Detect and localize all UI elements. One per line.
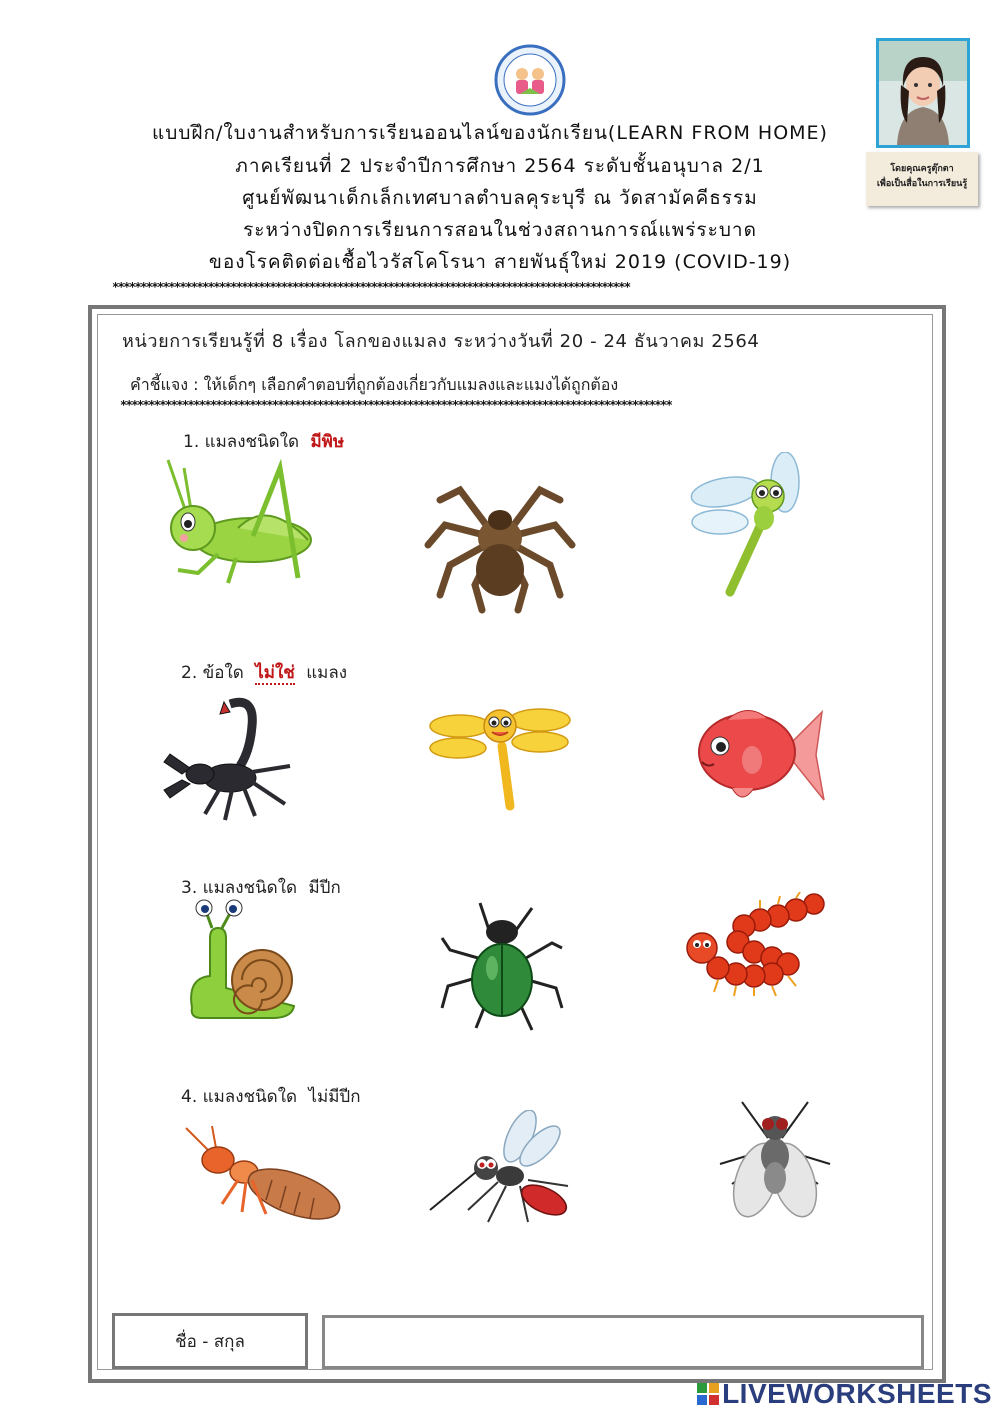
unit-title: หน่วยการเรียนรู้ที่ 8 เรื่อง โลกของแมลง ระหว่างวันที่ 20 - 24 ธันวาคม 2564 <box>122 331 760 352</box>
worksheet-divider: ************************************************************************************************** <box>120 398 672 412</box>
scorpion-icon[interactable] <box>160 696 305 830</box>
dragonfly-icon-green[interactable] <box>690 452 810 601</box>
dragonfly-icon-yellow[interactable] <box>428 696 573 815</box>
teacher-caption-line-1: โดยคุณครูตุ๊กตา <box>890 164 954 174</box>
header-line-2: ภาคเรียนที่ 2 ประจำปีการศึกษา 2564 ระดับชั้นอนุบาล 2/1 <box>235 155 765 177</box>
grasshopper-icon[interactable] <box>158 458 318 602</box>
liveworksheets-icon <box>697 1380 719 1402</box>
question-4-suffix: ไม่มีปีก <box>308 1087 361 1107</box>
question-3-suffix: มีปีก <box>308 878 341 898</box>
fly-icon[interactable] <box>712 1098 837 1227</box>
name-label: ชื่อ - สกุล <box>175 1331 245 1352</box>
liveworksheets-logo <box>697 1378 992 1410</box>
question-1-highlight: มีพิษ <box>310 432 345 452</box>
question-2-highlight: ไม่ใช่ <box>255 663 295 683</box>
question-4-prefix: 4. แมลงชนิดใด <box>181 1087 298 1107</box>
name-label-box <box>112 1313 308 1369</box>
question-1 <box>183 428 344 455</box>
question-2-suffix: แมลง <box>306 663 348 683</box>
fish-icon[interactable] <box>692 700 827 814</box>
question-1-prefix: 1. แมลงชนิดใด <box>183 432 300 452</box>
centipede-icon[interactable] <box>684 892 829 1001</box>
name-input[interactable] <box>322 1315 924 1369</box>
header-line-1: แบบฝึก/ใบงานสำหรับการเรียนออนไลน์ของนักเรียน(LEARN FROM HOME) <box>152 122 828 144</box>
termite-icon[interactable] <box>182 1124 347 1228</box>
question-2-prefix: 2. ข้อใด <box>181 663 244 683</box>
question-2 <box>181 659 347 686</box>
snail-icon[interactable] <box>182 898 302 1027</box>
question-3-prefix: 3. แมลงชนิดใด <box>181 878 298 898</box>
header-line-4: ระหว่างปิดการเรียนการสอนในช่วงสถานการณ์แพร่ระบาด <box>243 219 757 241</box>
question-3 <box>181 874 341 901</box>
instruction-text: คำชี้แจง : ให้เด็กๆ เลือกคำตอบที่ถูกต้องเกี่ยวกับแมลงและแมงได้ถูกต้อง <box>130 375 619 394</box>
header-line-3: ศูนย์พัฒนาเด็กเล็กเทศบาลตำบลคุระบุรี ณ วัดสามัคคีธรรม <box>242 187 758 209</box>
header-line-5: ของโรคติดต่อเชื้อไวรัสโคโรนา สายพันธุ์ใหม่ 2019 (COVID-19) <box>208 251 792 273</box>
school-logo <box>494 44 566 116</box>
question-4 <box>181 1083 361 1110</box>
beetle-icon[interactable] <box>440 898 565 1037</box>
mosquito-icon[interactable] <box>428 1110 573 1229</box>
header-divider: ******************************************************************************************** <box>112 280 630 294</box>
tarantula-icon[interactable] <box>420 470 580 619</box>
liveworksheets-text: LIVEWORKSHEETS <box>722 1378 992 1409</box>
teacher-caption-line-2: เพื่อเป็นสื่อในการเรียนรู้ <box>876 179 968 189</box>
